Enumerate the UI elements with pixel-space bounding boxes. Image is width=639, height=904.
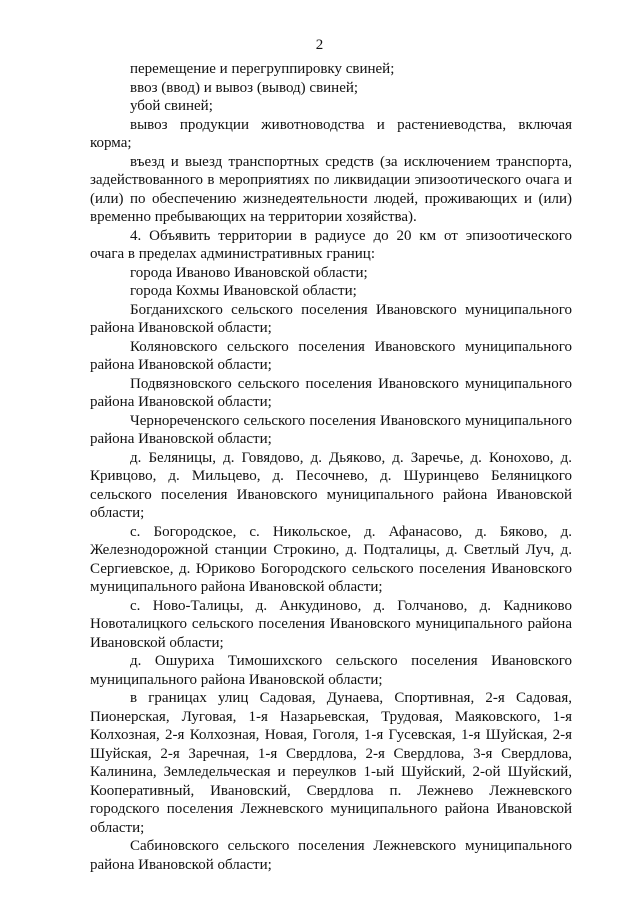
paragraph: Коляновского сельского поселения Ивановского муниципального района Ивановской области; (90, 338, 572, 373)
paragraph: города Иваново Ивановской области; (130, 264, 368, 281)
paragraph: перемещение и перегруппировку свиней; (130, 61, 395, 77)
paragraph: с. Богородское, с. Никольское, д. Афанасово, д. Бяково, д. Железнодорожной станции Строкино, д. Подталицы, д. Светлый Луч, д. Сергиевское, д. Юриково Богородского сельского поселения Ивановского муниципального района Ивановской области; (90, 523, 572, 595)
paragraph: убой свиней; (130, 98, 213, 114)
paragraph: д. Ошуриха Тимошихского сельского поселения Ивановского муниципального района Ивановской области; (90, 653, 572, 688)
paragraph: в границах улиц Садовая, Дунаева, Спортивная, 2-я Садовая, Пионерская, Луговая, 1-я Назарьевская, Трудовая, Маяковского, 1-я Колхозная, 2-я Колхозная, Новая, Гоголя, 1-я Гусевская, 1-я Шуйская, 2-я Шуйская, 2-я Заречная, 1-я Свердлова, 2-я Свердлова, 3-я Свердлова, Калинина, Земледельческая и переулков 1-ый Шуйский, 2-ой Шуйский, Кооперативный, Ивановский, Свердлова п. Лежнево Лежневского городского поселения Лежневского муниципального района Ивановской области; (90, 690, 572, 836)
paragraph: Богданихского сельского поселения Ивановского муниципального района Ивановской области; (90, 301, 572, 336)
paragraph: Сабиновского сельского поселения Лежневского муниципального района Ивановской области; (90, 838, 572, 873)
paragraph: города Кохмы Ивановской области; (130, 283, 357, 299)
body-text (90, 60, 572, 874)
paragraph: д. Беляницы, д. Говядово, д. Дьяково, д. Заречье, д. Конохово, д. Кривцово, д. Мильцево, д. Песочнево, д. Шуринцево Беляницкого сельского поселения Ивановского муниципального района Ивановской области; (90, 449, 572, 521)
paragraph: ввоз (ввод) и вывоз (вывод) свиней; (130, 79, 359, 96)
paragraph: с. Ново-Талицы, д. Анкудиново, д. Голчаново, д. Кадниково Новоталицкого сельского поселения Ивановского муниципального района Ивановской области; (90, 597, 572, 651)
paragraph: Подвязновского сельского поселения Ивановского муниципального района Ивановской области; (90, 375, 572, 410)
paragraph: Чернореченского сельского поселения Ивановского муниципального района Ивановской области; (90, 412, 572, 447)
paragraph: 4. Объявить территории в радиусе до 20 км от эпизоотического очага в пределах административных границ: (90, 227, 572, 262)
paragraph: въезд и выезд транспортных средств (за исключением транспорта, задействованного в мероприятиях по ликвидации эпизоотического очага и (или) по обеспечению жизнедеятельности людей, проживающих и (или) временно пребывающих на территории хозяйства). (90, 153, 572, 225)
paragraph: вывоз продукции животноводства и растениеводства, включая корма; (90, 116, 572, 151)
page-number: 2 (315, 37, 324, 53)
